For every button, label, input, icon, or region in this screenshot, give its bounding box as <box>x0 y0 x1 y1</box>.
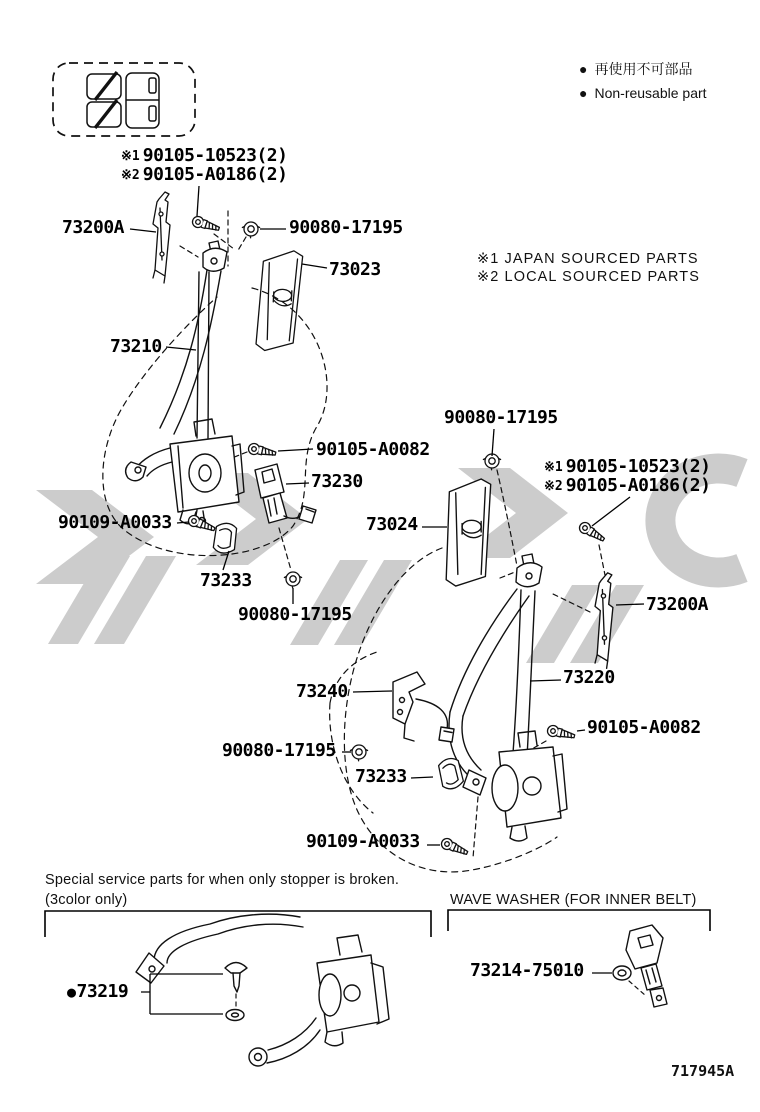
special-service-bracket <box>45 911 431 937</box>
bolt-icon <box>577 520 606 544</box>
part-number-text: 90080-17195 <box>444 407 558 428</box>
part-number-label <box>470 962 584 980</box>
wave-washer-drawing <box>613 925 667 1007</box>
part-number-label <box>238 606 352 624</box>
vehicle-inset <box>53 63 195 136</box>
legend-non-reusable-jp <box>579 62 692 76</box>
reference-mark: ※2 <box>121 168 140 183</box>
part-number-text: 73023 <box>329 259 381 280</box>
part-number-text: 90105-A0186(2) <box>565 475 711 496</box>
part-number-label <box>544 458 710 476</box>
vehicle-outline <box>53 63 195 136</box>
special-service-caption-line2: (3color only) <box>45 892 128 908</box>
part-number-text: 73214-75010 <box>470 960 584 981</box>
nut-icon <box>242 222 259 238</box>
legend-non-reusable-en <box>579 86 707 100</box>
part-number-label <box>587 719 701 737</box>
wave-washer-bracket <box>448 910 710 931</box>
reference-mark: ※2 <box>544 479 563 494</box>
watermark <box>36 468 742 663</box>
part-number-label <box>62 219 124 237</box>
wave-washer-part <box>613 966 631 980</box>
part-number-text: 90105-A0082 <box>587 717 701 738</box>
part-number-text: 90105-10523(2) <box>565 456 711 477</box>
bolt-icon <box>546 724 575 741</box>
legend-en-text: Non-reusable part <box>594 85 707 101</box>
part-number-label <box>311 473 363 491</box>
part-number-text: 73219 <box>76 981 129 1002</box>
pillar-garnish-lh <box>256 249 303 352</box>
part-number-label <box>646 596 708 614</box>
part-number-label <box>296 683 348 701</box>
part-number-label <box>110 338 162 356</box>
part-number-text: 73233 <box>355 766 407 787</box>
source-note-japan: ※1 JAPAN SOURCED PARTS <box>477 251 699 267</box>
part-number-label <box>67 983 128 1001</box>
source-note-local: ※2 LOCAL SOURCED PARTS <box>477 269 701 285</box>
part-number-text: 73230 <box>311 471 363 492</box>
part-number-label <box>222 742 336 760</box>
part-number-label <box>366 516 418 534</box>
pillar-garnish-rh <box>446 479 491 586</box>
anchor-cover-rh <box>438 757 464 789</box>
part-number-text: 73240 <box>296 681 348 702</box>
part-number-text: 90105-A0186(2) <box>142 164 288 185</box>
reference-mark: ※1 <box>121 149 140 164</box>
reference-mark: ※1 <box>544 460 563 475</box>
part-number-text: 90109-A0033 <box>58 512 172 533</box>
part-number-text: 90080-17195 <box>289 217 403 238</box>
diagram-number: 717945A <box>671 1062 735 1080</box>
part-number-label <box>200 572 252 590</box>
legend-jp-text: 再使用不可部品 <box>594 61 693 77</box>
part-number-text: 90105-A0082 <box>316 439 430 460</box>
adjuster-rail-lh <box>153 192 170 283</box>
part-number-text: 73200A <box>646 594 709 615</box>
part-number-label <box>444 409 558 427</box>
special-service-drawing <box>136 914 389 1066</box>
wave-washer-caption: WAVE WASHER (FOR INNER BELT) <box>450 892 697 908</box>
bolt-icon <box>191 215 221 234</box>
part-number-label <box>544 477 710 495</box>
part-number-label <box>58 514 172 532</box>
part-number-text: 90080-17195 <box>222 740 336 761</box>
part-number-text: 90080-17195 <box>238 604 352 625</box>
belt-mark-rh <box>95 100 117 128</box>
nut-icon <box>284 572 301 588</box>
part-number-label <box>329 261 381 279</box>
part-number-label <box>316 441 430 459</box>
part-number-label <box>355 768 407 786</box>
part-number-label <box>563 669 615 687</box>
non-reusable-dot-icon: ● <box>67 983 76 1001</box>
part-number-text: 73200A <box>62 217 125 238</box>
section-brackets <box>45 910 710 937</box>
part-number-text: 90105-10523(2) <box>142 145 288 166</box>
nut-icon <box>483 454 500 470</box>
part-number-text: 73210 <box>110 336 162 357</box>
non-reusable-dot-icon: ● <box>579 85 588 101</box>
part-number-label <box>306 833 420 851</box>
part-number-label <box>121 147 287 165</box>
part-number-label <box>121 166 287 184</box>
special-service-caption-line1: Special service parts for when only stopper is broken. <box>45 872 400 888</box>
part-number-label <box>289 219 403 237</box>
part-number-text: 73220 <box>563 667 615 688</box>
non-reusable-dot-icon: ● <box>579 61 588 77</box>
part-number-text: 90109-A0033 <box>306 831 420 852</box>
bolt-icon <box>247 442 276 458</box>
part-number-text: 73024 <box>366 514 418 535</box>
part-number-text: 73233 <box>200 570 252 591</box>
nut-icon <box>350 745 367 761</box>
bolt-icon <box>440 837 470 858</box>
belt-mark-lh <box>95 72 117 100</box>
